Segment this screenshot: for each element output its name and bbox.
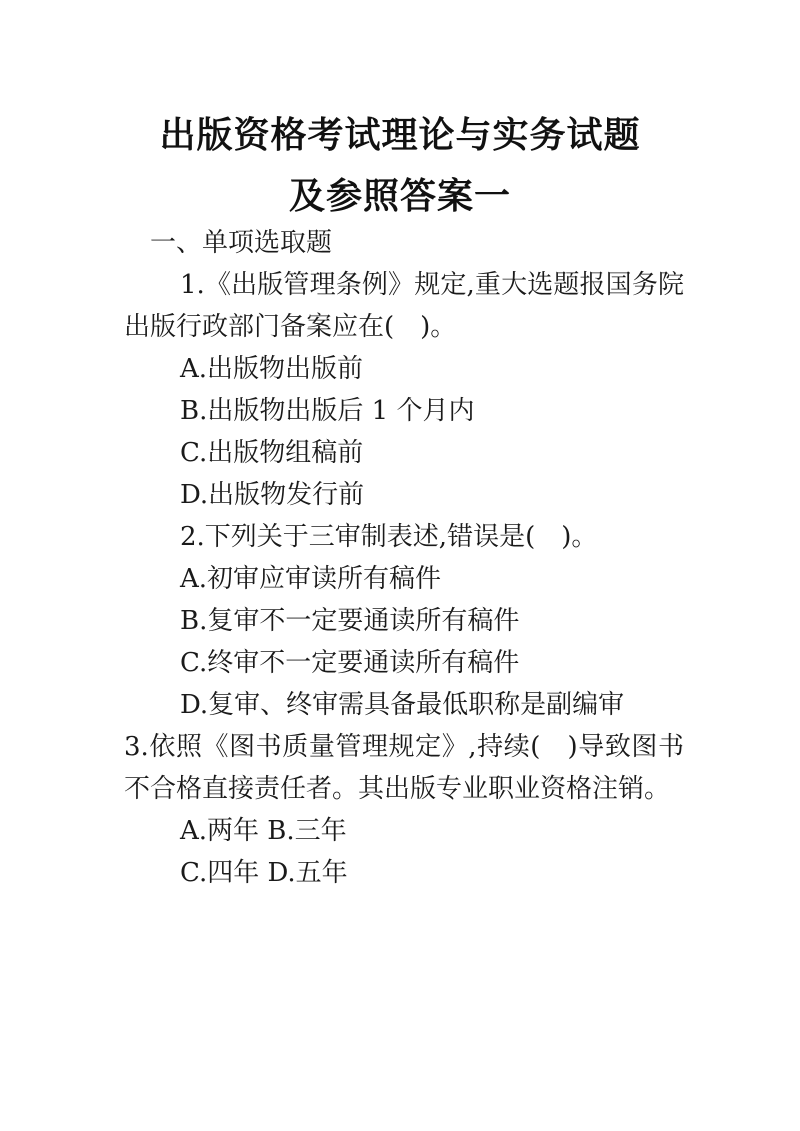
question-3-options-ab: A.两年 B.三年	[180, 816, 347, 846]
question-3-stem: 3.依照《图书质量管理规定》,持续( )导致图书不合格直接责任者。其出版专业职业资格注销。	[124, 732, 684, 804]
question-1-option-d: D.出版物发行前	[180, 480, 365, 510]
question-2-option-a: A.初审应审读所有稿件	[180, 564, 442, 594]
question-1-option-c: C.出版物组稿前	[180, 438, 364, 468]
question-2-stem: 2.下列关于三审制表述,错误是( )。	[180, 522, 598, 552]
question-2-option-b: B.复审不一定要通读所有稿件	[180, 606, 520, 636]
section-heading: 一、单项选取题	[150, 228, 333, 258]
question-2-option-c: C.终审不一定要通读所有稿件	[180, 648, 520, 678]
question-1-option-b: B.出版物出版后 1 个月内	[180, 396, 475, 426]
question-3-options-cd: C.四年 D.五年	[180, 858, 348, 888]
document-body	[124, 222, 684, 894]
document-title-line1: 出版资格考试理论与实务试题	[159, 115, 641, 156]
question-1-option-a: A.出版物出版前	[180, 354, 364, 384]
question-1-stem: 1.《出版管理条例》规定,重大选题报国务院出版行政部门备案应在( )。	[124, 270, 684, 342]
question-2-option-d: D.复审、终审需具备最低职称是副编审	[180, 690, 625, 720]
document-title-line2: 及参照答案一	[288, 176, 511, 217]
